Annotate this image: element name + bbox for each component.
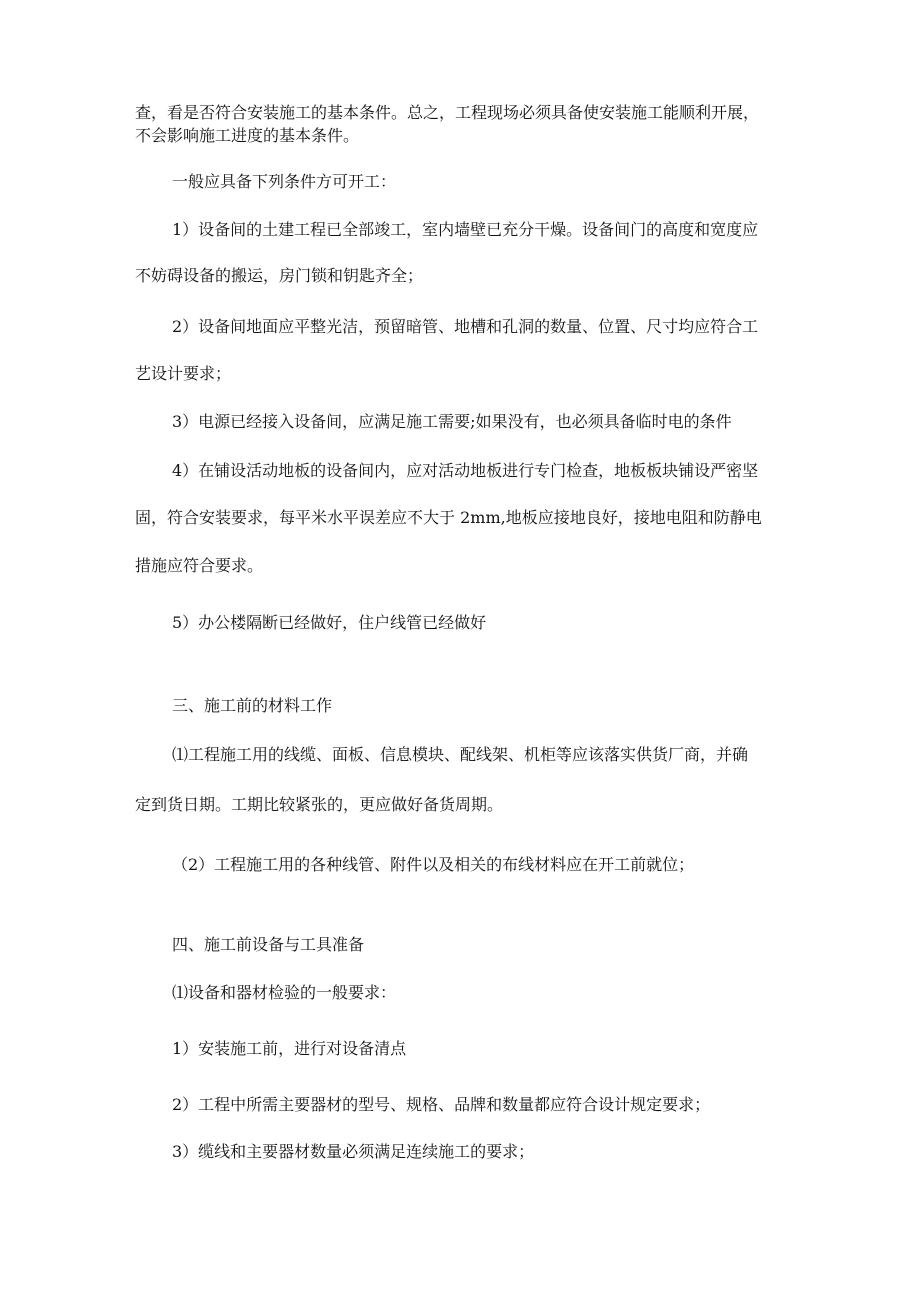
condition-1-line-2: 不妨碍设备的搬运，房门锁和钥匙齐全； bbox=[135, 266, 424, 285]
condition-2-line-1: 2）设备间地面应平整光洁，预留暗管、地槽和孔洞的数量、位置、尺寸均应符合工 bbox=[172, 317, 759, 336]
section-3-item-2: （2）工程施工用的各种线管、附件以及相关的布线材料应在开工前就位； bbox=[172, 855, 695, 874]
section-4-subheading: ⑴设备和器材检验的一般要求： bbox=[172, 983, 397, 1002]
section-3-item-1-line-2: 定到货日期。工期比较紧张的，更应做好备货周期。 bbox=[135, 795, 504, 814]
condition-3: 3）电源已经接入设备间，应满足施工需要;如果没有，也必须具备临时电的条件 bbox=[172, 412, 732, 431]
section-4-item-3: 3）缆线和主要器材数量必须满足连续施工的要求； bbox=[172, 1142, 535, 1161]
section-3-item-1-line-1: ⑴工程施工用的线缆、面板、信息模块、配线架、机柜等应该落实供货厂商，并确 bbox=[172, 745, 749, 764]
condition-4-line-3: 措施应符合要求。 bbox=[135, 556, 264, 575]
section-4-item-2: 2）工程中所需主要器材的型号、规格、品牌和数量都应符合设计规定要求； bbox=[172, 1095, 711, 1114]
condition-4-line-2: 固，符合安装要求，每平米水平误差应不大于 2mm,地板应接地良好，接地电阻和防静电 bbox=[135, 508, 762, 527]
condition-1-line-1: 1）设备间的土建工程已全部竣工，室内墙壁已充分干燥。设备间门的高度和宽度应 bbox=[172, 220, 759, 239]
condition-5: 5）办公楼隔断已经做好，住户线管已经做好 bbox=[172, 613, 487, 632]
intro-line-2: 不会影响施工进度的基本条件。 bbox=[135, 126, 360, 145]
condition-2-line-2: 艺设计要求； bbox=[135, 364, 232, 383]
condition-4-line-1: 4）在铺设活动地板的设备间内，应对活动地板进行专门检查，地板板块铺设严密坚 bbox=[172, 461, 759, 480]
conditions-intro: 一般应具备下列条件方可开工： bbox=[172, 172, 397, 191]
section-4-item-1: 1）安装施工前，进行对设备清点 bbox=[172, 1039, 407, 1058]
section-4-heading: 四、施工前设备与工具准备 bbox=[172, 935, 365, 954]
intro-line-1: 查，看是否符合安装施工的基本条件。总之，工程现场必须具备使安装施工能顺利开展， bbox=[135, 103, 760, 122]
section-3-heading: 三、施工前的材料工作 bbox=[172, 696, 333, 715]
